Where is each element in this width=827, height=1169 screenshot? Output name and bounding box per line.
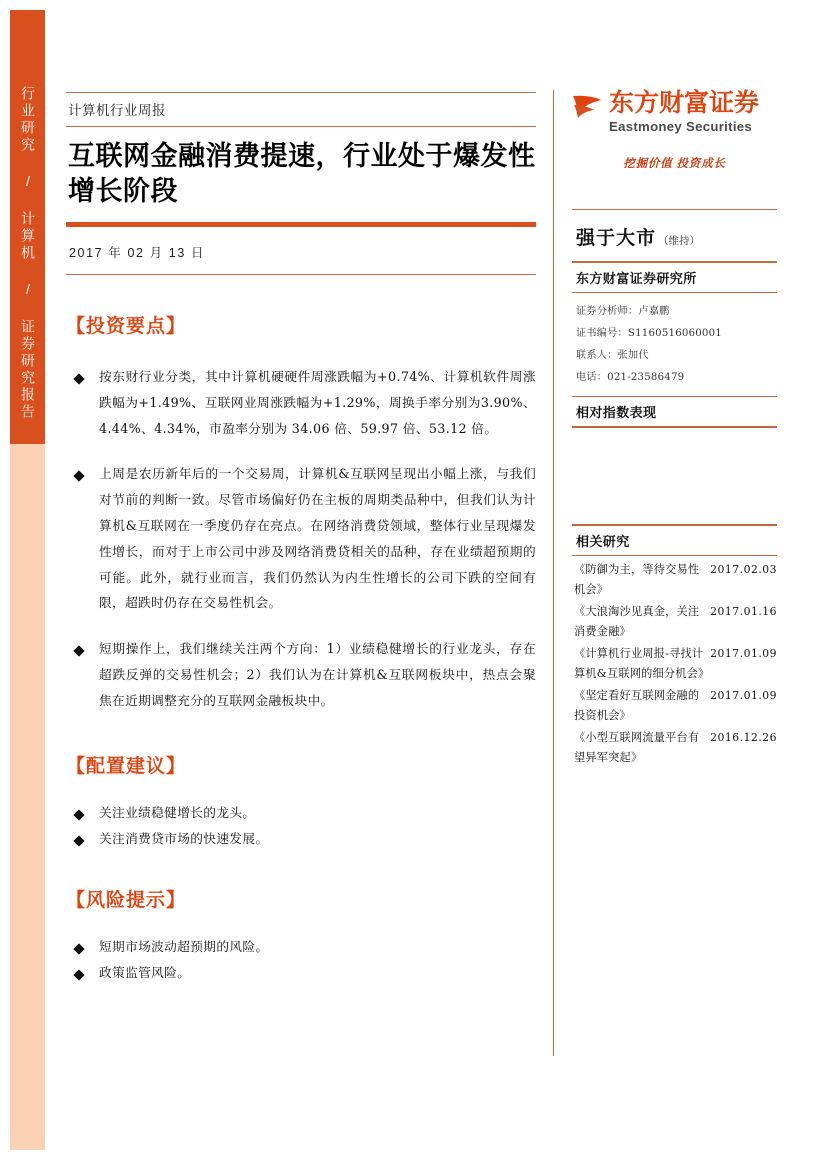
- related-research-list: [572, 556, 777, 767]
- rating-status: （维持）: [658, 235, 701, 248]
- eastmoney-swoosh-icon: [572, 93, 602, 124]
- left-vertical-tab-fade: [10, 444, 45, 1150]
- list-item: 短期市场波动超预期的风险。: [66, 934, 536, 960]
- related-research-title: 《坚定看好互联网金融的投资机会》: [574, 688, 700, 722]
- list-item: 关注业绩稳健增长的龙头。: [66, 800, 536, 826]
- analyst-name-line: 证券分析师：卢嘉鹏: [576, 306, 670, 318]
- contact-phone-line: 电话：021-23586479: [576, 371, 685, 383]
- investment-points-list: [66, 364, 536, 713]
- list-item[interactable]: [574, 644, 777, 684]
- analyst-info: [572, 293, 777, 396]
- related-research-title: 《防御为主，等待交易性机会》: [574, 563, 700, 597]
- rating-block: [572, 210, 777, 261]
- related-research-title: 《大浪淘沙见真金，关注消费金融》: [574, 605, 700, 639]
- brand-name-cn: 东方财富证券: [609, 88, 760, 117]
- main-content-column: [66, 0, 536, 1169]
- brand-logo: [572, 0, 777, 134]
- contact-name-line: 联系人：张加代: [576, 350, 649, 362]
- list-item: 按东财行业分类，其中计算机硬硬件周涨跌幅为+0.74%、计算机软件周涨跌幅为+1.49%、互联网业周涨跌幅为+1.29%，周换手率分别为3.90%、4.44%、4.34%，市盈率分别为 34.06 倍、59.97 倍、53.12 倍。: [66, 364, 536, 441]
- left-vertical-tab-label: 行业研究 / 计算机 / 证券研究报告: [20, 86, 36, 421]
- list-item: 上周是农历新年后的一个交易周，计算机&互联网呈现出小幅上涨，与我们对节前的判断一致。尽管市场偏好仍在主板的周期类品种中，但我们认为计算机&互联网在一季度仍存在亮点。在网络消费贷领域，整体行业呈现爆发性增长，而对于上市公司中涉及网络消费贷相关的品种，存在业绩超预期的可能。此外，就行业而言，我们仍然认为内生性增长的公司下跌的空间有限，超跌时仍存在交易性机会。: [66, 461, 536, 616]
- list-item: 短期操作上，我们继续关注两个方向：1）业绩稳健增长的行业龙头，存在超跌反弹的交易性机会；2）我们认为在计算机&互联网板块中，热点会聚焦在近期调整充分的互联网金融板块中。: [66, 636, 536, 713]
- section-heading-allocation-advice: 【配置建议】: [66, 755, 187, 778]
- sidebar: [572, 0, 777, 770]
- brand-name-en: Eastmoney Securities: [609, 119, 753, 134]
- index-performance-heading: 相对指数表现: [576, 405, 657, 421]
- related-research-title: 《计算机行业周报-寻找计算机&互联网的细分机会》: [574, 647, 710, 680]
- brand-text-block: [609, 90, 759, 134]
- page-title: 互联网金融消费提速，行业处于爆发性增长阶段: [68, 141, 536, 206]
- allocation-advice-list: [66, 800, 536, 852]
- related-research-title: 《小型互联网流量平台有望异军突起》: [574, 730, 700, 764]
- report-date: 2017 年 02 月 13 日: [69, 246, 206, 261]
- list-item[interactable]: [574, 560, 777, 600]
- related-research-date: 2016.12.26: [710, 730, 777, 744]
- related-research-date: 2017.02.03: [710, 563, 777, 577]
- report-kicker: 计算机行业周报: [68, 103, 166, 118]
- index-performance-chart-area: [572, 428, 777, 524]
- list-item[interactable]: [574, 686, 777, 726]
- list-item[interactable]: [574, 602, 777, 642]
- list-item: 关注消费贷市场的快速发展。: [66, 826, 536, 852]
- risk-warning-list: [66, 934, 536, 986]
- related-research-date: 2017.01.09: [710, 688, 777, 702]
- rating-value: 强于大市: [576, 228, 657, 250]
- list-item: 政策监管风险。: [66, 960, 536, 986]
- related-research-date: 2017.01.09: [710, 647, 777, 660]
- institute-name: 东方财富证券研究所: [576, 270, 697, 286]
- column-divider: [553, 90, 554, 1056]
- related-research-date: 2017.01.16: [710, 605, 777, 619]
- brand-slogan: 挖掘价值 投资成长: [623, 158, 726, 170]
- analyst-license-line: 证书编号：S1160516060001: [576, 328, 722, 340]
- section-heading-investment-points: 【投资要点】: [66, 315, 187, 338]
- related-research-heading: 相关研究: [576, 533, 630, 549]
- section-heading-risk-warning: 【风险提示】: [66, 889, 187, 912]
- list-item[interactable]: [574, 728, 777, 768]
